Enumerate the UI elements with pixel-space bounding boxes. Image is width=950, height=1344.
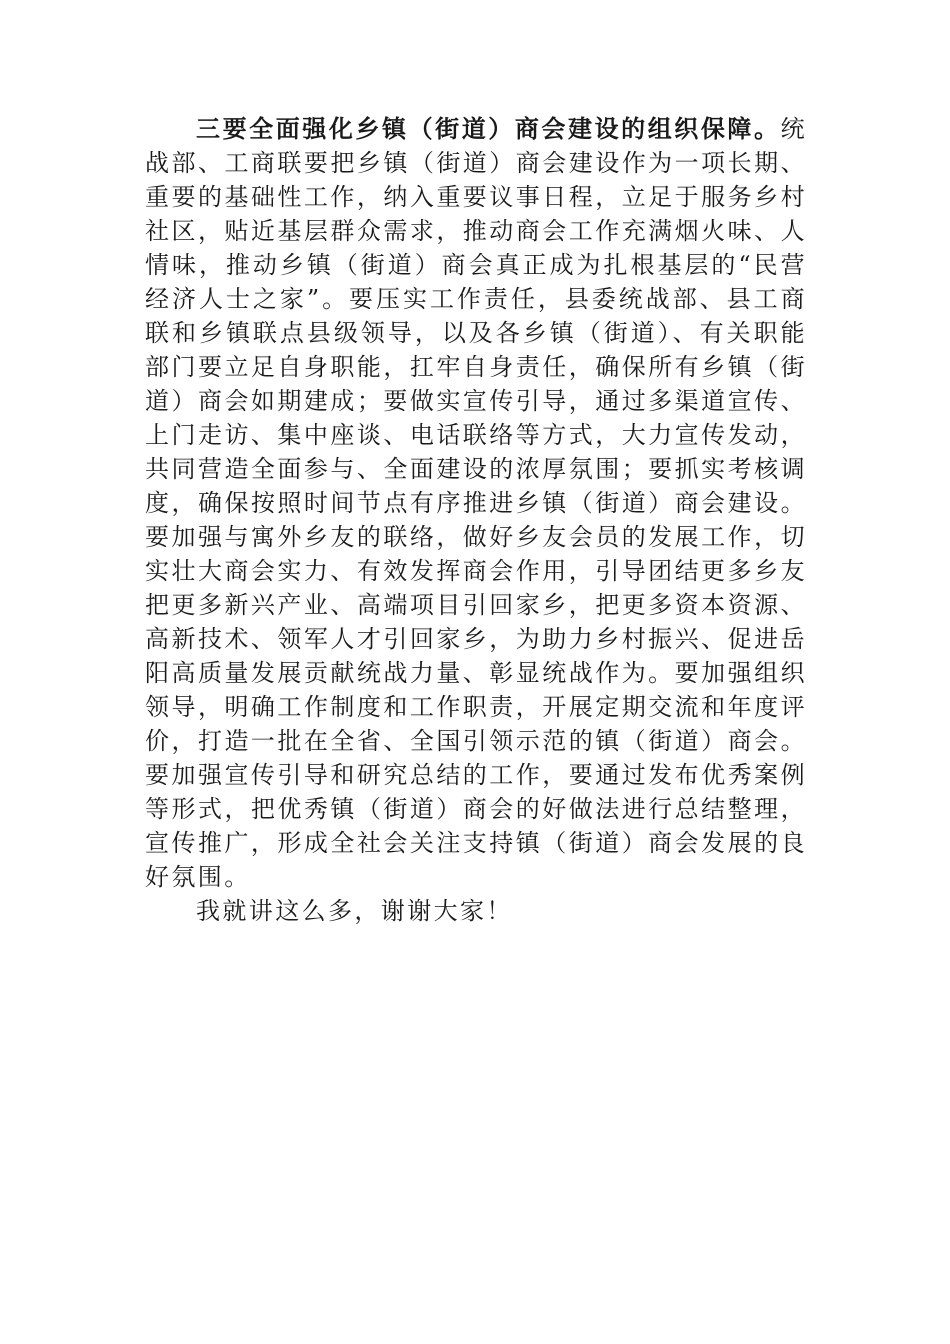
paragraph-lead-heading: 三要全面强化乡镇（街道）商会建设的组织保障。 xyxy=(196,114,781,143)
paragraph-closing-remark xyxy=(145,894,807,928)
document-body xyxy=(145,112,807,928)
paragraph-text: 统战部、工商联要把乡镇（街道）商会建设作为一项长期、重要的基础性工作，纳入重要议事日程，立足于服务乡村社区，贴近基层群众需求，推动商会工作充满烟火味、人情味，推动乡镇（街道）商会真正成为扎根基层的“民营经济人士之家”。要压实工作责任，县委统战部、县工商联和乡镇联点县级领导，以及各乡镇（街道）、有关职能部门要立足自身职能，扛牢自身责任，确保所有乡镇（街道）商会如期建成；要做实宣传引导，通过多渠道宣传、上门走访、集中座谈、电话联络等方式，大力宣传发动，共同营造全面参与、全面建设的浓厚氛围；要抓实考核调度，确保按照时间节点有序推进乡镇（街道）商会建设。要加强与寓外乡友的联络，做好乡友会员的发展工作，切实壮大商会实力、有效发挥商会作用，引导团结更多乡友把更多新兴产业、高端项目引回家乡，把更多资本资源、高新技术、领军人才引回家乡，为助力乡村振兴、促进岳阳高质量发展贡献统战力量、彰显统战作为。要加强组织领导，明确工作制度和工作职责，开展定期交流和年度评价，打造一批在全省、全国引领示范的镇（街道）商会。要加强宣传引导和研究总结的工作，要通过发布优秀案例等形式，把优秀镇（街道）商会的好做法进行总结整理，宣传推广，形成全社会关注支持镇（街道）商会发展的良好氛围。 xyxy=(145,115,807,891)
closing-text: 我就讲这么多，谢谢大家！ xyxy=(196,897,513,925)
paragraph-organizational-guarantee xyxy=(145,112,807,894)
